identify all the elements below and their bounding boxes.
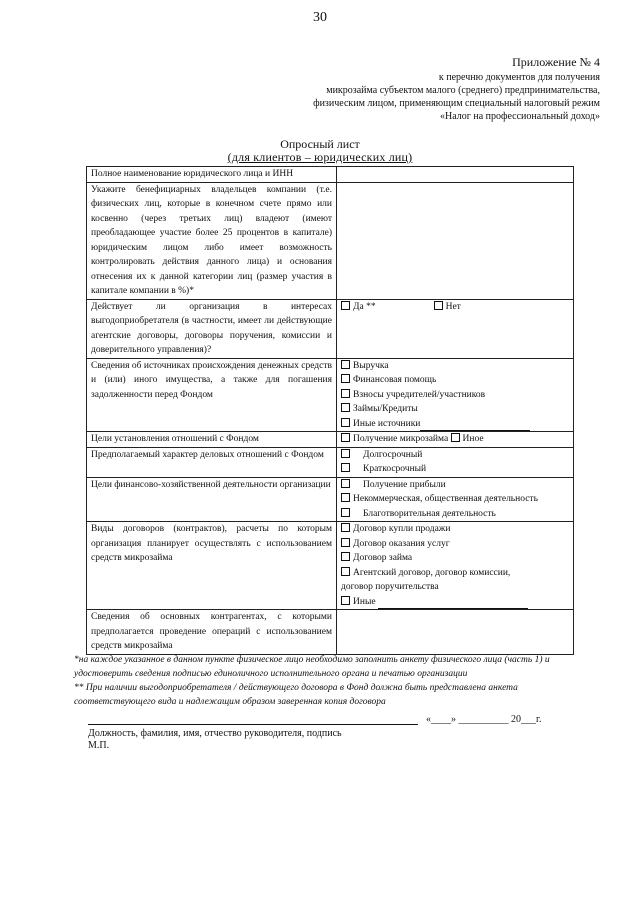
relationship-nature-options [337, 447, 574, 477]
signature-line [88, 714, 578, 728]
checkbox-icon[interactable] [434, 301, 443, 310]
checkbox-icon[interactable] [341, 596, 350, 605]
table-row [87, 447, 574, 477]
option-agency-contract-cont: договор поручительства [341, 582, 439, 592]
checkbox-icon[interactable] [341, 374, 350, 383]
row-label-company-name: Полное наименование юридического лица и ИНН [87, 167, 337, 183]
beneficiary-agent-options [337, 299, 574, 358]
option-other-contract[interactable]: Иные [341, 595, 569, 610]
document-subtitle: (для клиентов – юридических лиц) [227, 150, 413, 164]
document-title-block [0, 138, 640, 164]
row-label-contract-types: Виды договоров (контрактов), расчеты по которым организация планирует осуществлять с использованием средств микрозайма [87, 522, 337, 610]
option-short-term[interactable]: Краткосрочный [341, 462, 569, 477]
signature-caption-block [88, 728, 342, 752]
page-number: 30 [313, 10, 327, 25]
checkbox-icon[interactable] [341, 567, 350, 576]
checkbox-icon[interactable] [341, 538, 350, 547]
appendix-line: к перечню документов для получения [438, 72, 600, 83]
row-label-counterparties: Сведения об основных контрагентах, с которыми предполагается проведение операций с использованием средств микрозайма [87, 610, 337, 655]
stamp-place: М.П. [88, 740, 110, 751]
table-row [87, 299, 574, 358]
row-label-relationship-nature: Предполагаемый характер деловых отношений с Фондом [87, 447, 337, 477]
option-sale-contract[interactable]: Договор купли продажи [341, 522, 569, 537]
checkbox-icon[interactable] [341, 463, 350, 472]
checkbox-icon[interactable] [341, 389, 350, 398]
table-row [87, 182, 574, 299]
option-get-microloan[interactable]: Получение микрозайма [353, 434, 449, 444]
option-agency-contract[interactable]: Агентский договор, договор комиссии, [341, 566, 569, 581]
option-yes[interactable]: Да ** Нет [341, 300, 569, 315]
checkbox-icon[interactable] [341, 493, 350, 502]
row-label-relationship-goal: Цели установления отношений с Фондом [87, 432, 337, 448]
table-row [87, 167, 574, 183]
table-row [87, 432, 574, 448]
other-contract-input[interactable] [378, 599, 528, 609]
signature-caption: Должность, фамилия, имя, отчество руководителя, подпись [88, 728, 342, 739]
option-other-goal[interactable]: Иное [462, 434, 484, 444]
signature-input[interactable] [88, 714, 418, 725]
option-nonprofit[interactable]: Некоммерческая, общественная деятельность [341, 492, 569, 507]
option-other-sources[interactable]: Иные источники [341, 417, 569, 432]
option-profit[interactable]: Получение прибыли [341, 478, 569, 493]
table-row [87, 522, 574, 610]
footnotes [74, 653, 574, 709]
row-label-beneficiary-agent: Действует ли организация в интересах выгодоприобретателя (в частности, имеет ли действующие агентские договоры, договоры поручения, комиссии и доверительного управления)? [87, 299, 337, 358]
option-loan-contract[interactable]: Договор займа [341, 551, 569, 566]
option-charity[interactable]: Благотворительная деятельность [341, 507, 569, 522]
option-no[interactable]: Нет [445, 301, 461, 312]
company-name-field[interactable] [337, 167, 574, 183]
row-label-funds-source: Сведения об источниках происхождения денежных средств и (или) иного имущества, а также для погашения задолженности перед Фондом [87, 358, 337, 432]
table-row [87, 477, 574, 522]
option-revenue[interactable]: Выручка [341, 359, 569, 374]
row-label-beneficiaries: Укажите бенефициарных владельцев компании (т.е. физических лиц, которые в конечном счете прямо или косвенно (через третьих лиц) владеют (имеют преобладающее участие более 25 процентов в капитале) юридическим лицом либо имеет возможность контролировать действия данного лица) и основания отнесения их к данной категории лиц (размер участия в капитале компании в %)* [87, 182, 337, 299]
checkbox-icon[interactable] [341, 418, 350, 427]
table-row [87, 610, 574, 655]
funds-source-options [337, 358, 574, 432]
checkbox-icon[interactable] [341, 433, 350, 442]
table-row [87, 358, 574, 432]
checkbox-icon[interactable] [341, 552, 350, 561]
appendix-line: физическим лицом, применяющим специальный налоговый режим [313, 98, 600, 109]
appendix-line: микрозайма субъектом малого (среднего) предпринимательства, [326, 85, 600, 96]
counterparties-field[interactable] [337, 610, 574, 655]
appendix-title: Приложение № 4 [512, 55, 600, 69]
option-loans[interactable]: Займы/Кредиты [341, 402, 569, 417]
option-founders-contributions[interactable]: Взносы учредителей/участников [341, 388, 569, 403]
checkbox-icon[interactable] [341, 449, 350, 458]
footnote-2: ** При наличии выгодоприобретателя / действующего договора в Фонд должна быть представлена анкета соответствующего вида и надлежащим образом заверенная копия договора [74, 683, 518, 707]
document-title: Опросный лист [280, 137, 360, 151]
questionnaire-table [86, 166, 574, 655]
contract-types-options [337, 522, 574, 610]
checkbox-icon[interactable] [341, 523, 350, 532]
beneficiaries-field[interactable] [337, 182, 574, 299]
appendix-header [240, 56, 600, 123]
footnote-1: *на каждое указанное в данном пункте физическое лицо необходимо заполнить анкету физического лица (часть 1) и удостоверить сведения подписью единоличного исполнительного органа и печатью организации [74, 655, 550, 679]
option-service-contract[interactable]: Договор оказания услуг [341, 537, 569, 552]
option-financial-aid[interactable]: Финансовая помощь [341, 373, 569, 388]
checkbox-icon[interactable] [341, 360, 350, 369]
option-long-term[interactable]: Долгосрочный [341, 448, 569, 463]
checkbox-icon[interactable] [341, 508, 350, 517]
checkbox-icon[interactable] [341, 301, 350, 310]
appendix-line: «Налог на профессиональный доход» [440, 111, 600, 122]
relationship-goal-options [337, 432, 574, 448]
checkbox-icon[interactable] [341, 479, 350, 488]
row-label-business-goals: Цели финансово-хозяйственной деятельности организации [87, 477, 337, 522]
checkbox-icon[interactable] [451, 433, 460, 442]
checkbox-icon[interactable] [341, 403, 350, 412]
other-sources-input[interactable] [420, 421, 530, 431]
signature-date[interactable]: «____» __________ 20___г. [426, 714, 542, 725]
business-goals-options [337, 477, 574, 522]
